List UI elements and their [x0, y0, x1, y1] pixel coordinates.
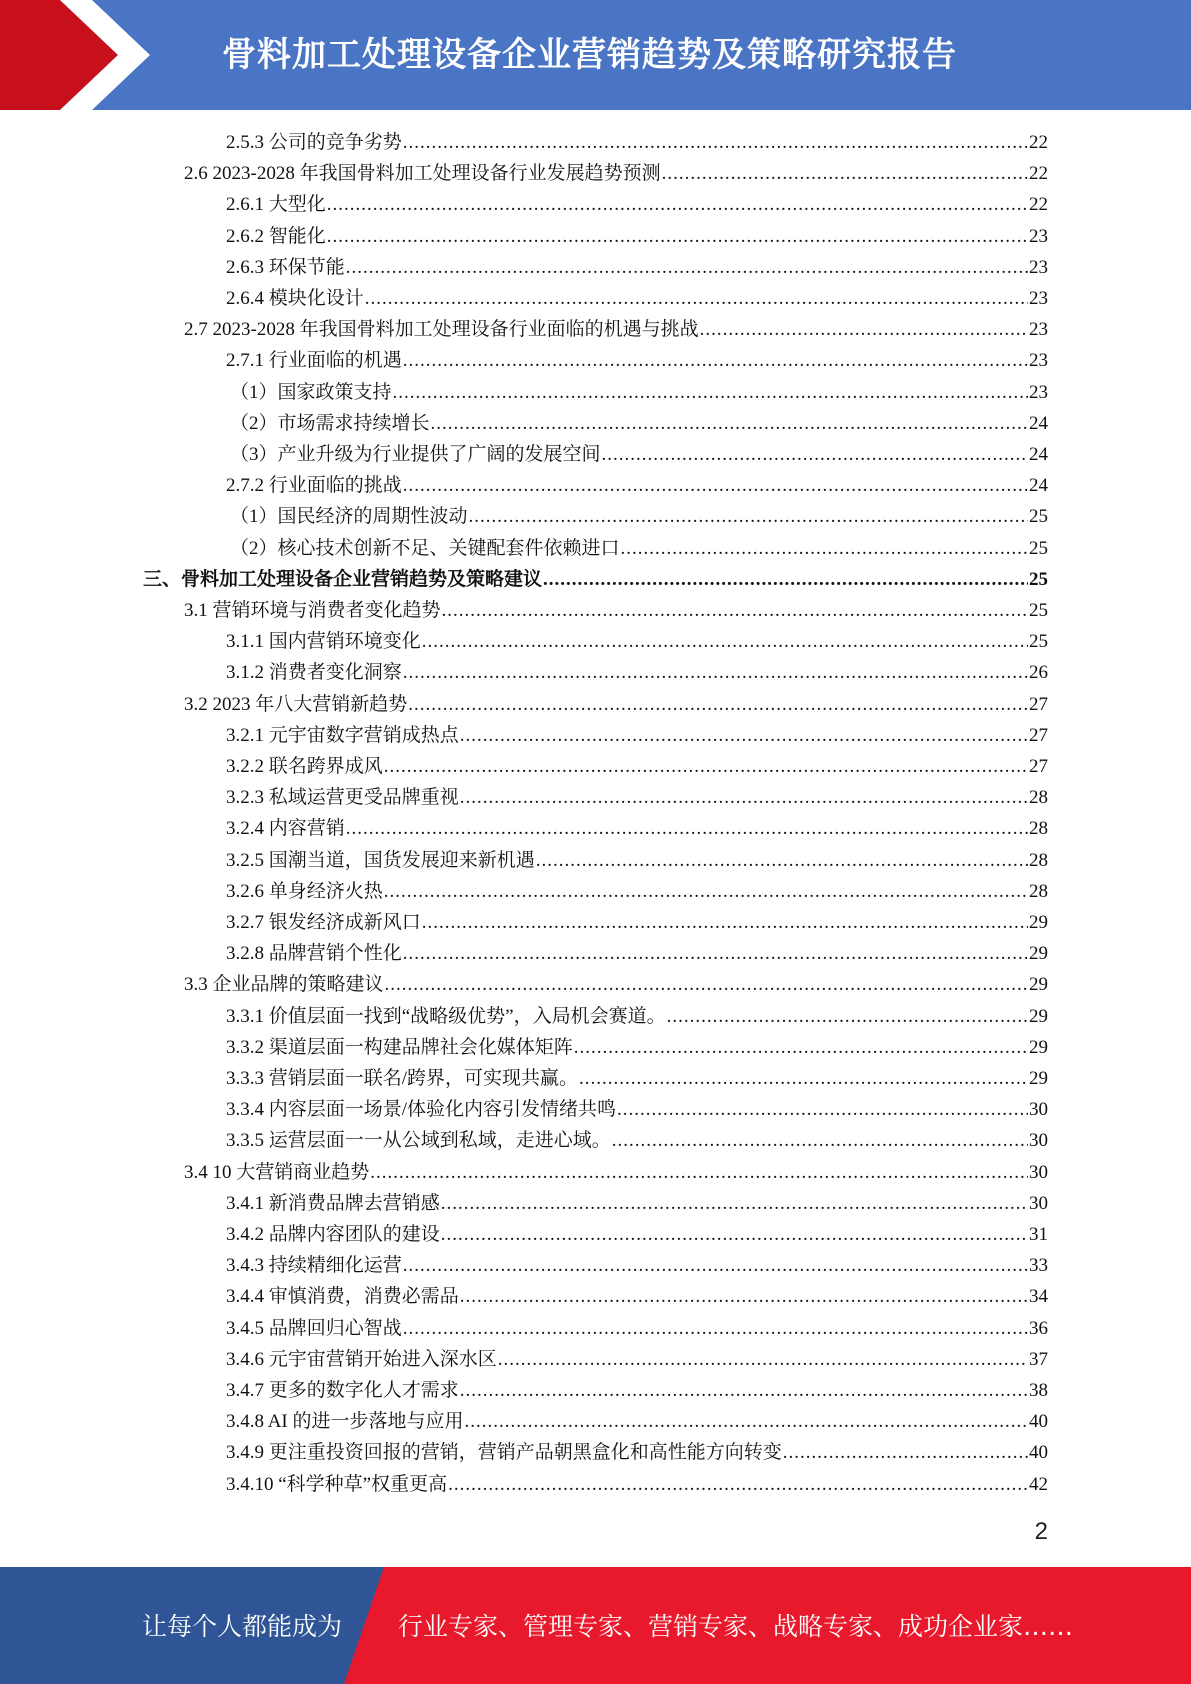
toc-entry[interactable]: [226, 127, 1048, 158]
toc-entry-page: 24: [1029, 412, 1048, 434]
toc-leader-dots: [621, 533, 1028, 564]
toc-leader-dots: [442, 595, 1028, 626]
toc-entry[interactable]: [226, 1032, 1048, 1063]
toc-entry[interactable]: [184, 689, 1048, 720]
toc-leader-dots: [469, 501, 1028, 532]
toc-entry-label: 3.4.9 更注重投资回报的营销，营销产品朝黑盒化和高性能方向转变: [226, 1442, 782, 1464]
toc-entry[interactable]: [230, 533, 1048, 564]
toc-leader-dots: [460, 720, 1028, 751]
toc-entry-page: 30: [1029, 1192, 1048, 1214]
toc-leader-dots: [612, 1125, 1028, 1156]
toc-entry-label: 3.4.8 AI 的进一步落地与应用: [226, 1411, 464, 1433]
toc-entry-page: 23: [1029, 381, 1048, 403]
toc-leader-dots: [460, 1375, 1028, 1406]
toc-leader-dots: [700, 314, 1028, 345]
toc-entry[interactable]: [184, 969, 1048, 1000]
toc-entry[interactable]: [226, 1437, 1048, 1468]
toc-entry-label: 三、骨料加工处理设备企业营销趋势及策略建议: [143, 568, 543, 590]
footer-slogan-right: 行业专家、管理专家、营销专家、战略专家、成功企业家……: [398, 1612, 1074, 1641]
toc-leader-dots: [579, 1063, 1028, 1094]
toc-entry-page: 23: [1029, 350, 1048, 372]
toc-entry-label: 2.7.2 行业面临的挑战: [226, 475, 402, 497]
toc-entry-label: 3.1.1 国内营销环境变化: [226, 631, 421, 653]
toc-leader-dots: [536, 845, 1028, 876]
toc-leader-dots: [346, 813, 1028, 844]
toc-entry-page: 28: [1029, 818, 1048, 840]
toc-entry[interactable]: [230, 408, 1048, 439]
header-banner: [0, 0, 1191, 110]
toc-leader-dots: [460, 782, 1028, 813]
toc-entry-label: 3.3.2 渠道层面一构建品牌社会化媒体矩阵: [226, 1036, 573, 1058]
toc-entry[interactable]: [226, 938, 1048, 969]
toc-entry-page: 24: [1029, 475, 1048, 497]
toc-leader-dots: [602, 439, 1028, 470]
toc-entry-page: 28: [1029, 787, 1048, 809]
toc-leader-dots: [441, 1219, 1028, 1250]
toc-leader-dots: [365, 283, 1028, 314]
toc-entry-label: 2.7 2023-2028 年我国骨料加工处理设备行业面临的机遇与挑战: [184, 319, 699, 341]
toc-entry-label: 3.4.7 更多的数字化人才需求: [226, 1380, 459, 1401]
toc-entry[interactable]: [230, 501, 1048, 532]
toc-entry-label: （1）国民经济的周期性波动: [230, 506, 468, 528]
toc-leader-dots: [327, 189, 1028, 220]
toc-entry-label: 3.1.2 消费者变化洞察: [226, 662, 402, 684]
toc-entry[interactable]: [184, 158, 1048, 189]
toc-entry-label: 2.6 2023-2028 年我国骨料加工处理设备行业发展趋势预测: [184, 163, 661, 185]
toc-entry-label: 3.4.1 新消费品牌去营销感: [226, 1192, 440, 1214]
toc-entry-page: 40: [1029, 1442, 1048, 1464]
toc-entry[interactable]: [184, 595, 1048, 626]
toc-entry-label: （2）市场需求持续增长: [230, 412, 430, 434]
toc-entry-label: 3.4 10 大营销商业趋势: [184, 1161, 370, 1183]
toc-leader-dots: [384, 751, 1028, 782]
toc-entry-label: 3.4.3 持续精细化运营: [226, 1255, 402, 1277]
toc-leader-dots: [465, 1406, 1028, 1437]
toc-entry-label: 3.4.4 审慎消费，消费必需品: [226, 1286, 459, 1308]
toc-entry-page: 38: [1029, 1380, 1048, 1401]
toc-entry-page: 28: [1029, 880, 1048, 902]
toc-entry-page: 25: [1029, 568, 1048, 590]
toc-entry[interactable]: [226, 876, 1048, 907]
toc-entry-page: 29: [1029, 1005, 1048, 1027]
toc-entry[interactable]: [226, 1094, 1048, 1125]
toc-entry-page: 25: [1029, 631, 1048, 653]
toc-entry-page: 29: [1029, 1036, 1048, 1058]
toc-entry[interactable]: [226, 657, 1048, 688]
toc-entry-page: 42: [1029, 1473, 1048, 1495]
toc-entry[interactable]: [226, 1219, 1048, 1250]
toc-entry[interactable]: [226, 907, 1048, 938]
toc-entry-page: 23: [1029, 288, 1048, 309]
toc-leader-dots: [667, 1001, 1028, 1032]
toc-entry-page: 29: [1029, 943, 1048, 965]
toc-entry[interactable]: [226, 1001, 1048, 1032]
toc-entry-page: 34: [1029, 1286, 1048, 1308]
toc-leader-dots: [370, 1157, 1028, 1188]
toc-entry-label: 3.3.5 运营层面一一从公域到私域，走进心域。: [226, 1130, 611, 1152]
toc-entry-page: 24: [1029, 444, 1048, 465]
toc-entry[interactable]: [226, 1250, 1048, 1281]
toc-entry-label: 3.2.4 内容营销: [226, 818, 345, 840]
toc-entry[interactable]: [226, 751, 1048, 782]
toc-entry-label: 3.2.5 国潮当道，国货发展迎来新机遇: [226, 849, 535, 871]
toc-entry[interactable]: [226, 283, 1048, 314]
toc-entry[interactable]: [226, 813, 1048, 844]
toc-entry[interactable]: [226, 189, 1048, 220]
toc-leader-dots: [403, 1250, 1028, 1281]
toc-entry[interactable]: [143, 564, 1048, 595]
toc-entry-label: 3.1 营销环境与消费者变化趋势: [184, 600, 441, 621]
toc-leader-dots: [441, 1188, 1028, 1219]
toc-leader-dots: [448, 1469, 1028, 1500]
toc-leader-dots: [408, 689, 1028, 720]
toc-entry[interactable]: [226, 845, 1048, 876]
header-chevron-graphic: [0, 0, 160, 110]
toc-entry-label: 3.2.3 私域运营更受品牌重视: [226, 787, 459, 809]
toc-entry-label: 3.2.8 品牌营销个性化: [226, 943, 402, 965]
toc-entry[interactable]: [226, 1063, 1048, 1094]
toc-leader-dots: [460, 1281, 1028, 1312]
toc-entry[interactable]: [226, 345, 1048, 376]
toc-entry-label: 2.6.4 模块化设计: [226, 288, 364, 309]
toc-entry-page: 27: [1029, 724, 1048, 746]
toc-entry[interactable]: [184, 314, 1048, 345]
toc-leader-dots: [384, 876, 1028, 907]
toc-leader-dots: [327, 221, 1028, 252]
toc-leader-dots: [385, 969, 1028, 1000]
toc-entry-label: 2.6.2 智能化: [226, 225, 326, 247]
toc-leader-dots: [403, 938, 1028, 969]
toc-entry-label: 3.4.2 品牌内容团队的建设: [226, 1224, 440, 1245]
toc-leader-dots: [422, 907, 1028, 938]
toc-entry-label: 3.2.1 元宇宙数字营销成热点: [226, 724, 459, 746]
toc-leader-dots: [422, 626, 1028, 657]
toc-entry[interactable]: [226, 252, 1048, 283]
toc-entry[interactable]: [184, 1157, 1048, 1188]
toc-entry-page: 29: [1029, 1068, 1048, 1089]
toc-entry[interactable]: [226, 470, 1048, 501]
toc-entry[interactable]: [226, 1344, 1048, 1375]
toc-leader-dots: [617, 1094, 1028, 1125]
page-number: 2: [1034, 1518, 1048, 1545]
toc-entry-page: 31: [1029, 1224, 1048, 1245]
toc-entry-page: 25: [1029, 506, 1048, 528]
toc-entry[interactable]: [226, 1125, 1048, 1156]
toc-entry-label: 3.2.6 单身经济火热: [226, 880, 383, 902]
toc-entry-label: 3.3.4 内容层面一场景/体验化内容引发情绪共鸣: [226, 1099, 617, 1121]
toc-entry[interactable]: [226, 1188, 1048, 1219]
toc-entry-page: 27: [1029, 693, 1048, 715]
toc-entry-page: 23: [1029, 256, 1048, 278]
toc-entry-page: 25: [1029, 537, 1048, 559]
toc-entry-page: 27: [1029, 756, 1048, 777]
toc-entry-page: 30: [1029, 1130, 1048, 1152]
toc-leader-dots: [403, 1313, 1028, 1344]
toc-entry[interactable]: [226, 720, 1048, 751]
toc-entry-page: 22: [1029, 163, 1048, 185]
toc-entry[interactable]: [230, 377, 1048, 408]
toc-leader-dots: [662, 158, 1028, 189]
toc-leader-dots: [783, 1437, 1028, 1468]
toc-entry-label: 2.7.1 行业面临的机遇: [226, 350, 402, 372]
toc-leader-dots: [393, 377, 1028, 408]
toc-entry-label: 3.3.3 营销层面一联名/跨界，可实现共赢。: [226, 1068, 579, 1089]
toc-entry-page: 22: [1029, 194, 1048, 216]
toc-entry-label: （2）核心技术创新不足、关键配套件依赖进口: [230, 537, 620, 559]
toc-entry-page: 36: [1029, 1317, 1048, 1339]
toc-entry-label: 3.4.6 元宇宙营销开始进入深水区: [226, 1348, 497, 1370]
toc-leader-dots: [403, 127, 1028, 158]
toc-entry-label: 2.6.3 环保节能: [226, 256, 345, 278]
toc-entry-page: 28: [1029, 849, 1048, 871]
toc-entry[interactable]: [226, 1375, 1048, 1406]
toc-leader-dots: [498, 1344, 1028, 1375]
toc-entry-page: 22: [1029, 132, 1048, 153]
report-title: 骨料加工处理设备企业营销趋势及策略研究报告: [222, 35, 957, 75]
toc-entry-label: （3）产业升级为行业提供了广阔的发展空间: [230, 444, 601, 465]
toc-entry-page: 23: [1029, 225, 1048, 247]
toc-leader-dots: [403, 657, 1028, 688]
toc-entry-page: 40: [1029, 1411, 1048, 1433]
toc-entry-label: 3.4.5 品牌回归心智战: [226, 1317, 402, 1339]
toc-entry-label: 3.3.1 价值层面一找到“战略级优势”，入局机会赛道。: [226, 1005, 666, 1027]
toc-leader-dots: [574, 1032, 1028, 1063]
toc-entry-page: 23: [1029, 319, 1048, 341]
toc-entry[interactable]: [226, 782, 1048, 813]
toc-entry-page: 29: [1029, 912, 1048, 933]
toc-entry[interactable]: [230, 439, 1048, 470]
footer-slogan-left: 让每个人都能成为: [142, 1612, 343, 1641]
toc-entry-page: 30: [1029, 1099, 1048, 1121]
toc-entry-page: 37: [1029, 1348, 1048, 1370]
toc-entry-label: 3.2 2023 年八大营销新趋势: [184, 693, 408, 715]
toc-entry[interactable]: [226, 626, 1048, 657]
toc-entry-label: 3.4.10 “科学种草”权重更高: [226, 1473, 448, 1495]
toc-entry-label: 2.5.3 公司的竞争劣势: [226, 132, 402, 153]
toc-entry[interactable]: [226, 1406, 1048, 1437]
footer-banner: [0, 1567, 1191, 1684]
toc-entry-page: 30: [1029, 1161, 1048, 1183]
toc-entry[interactable]: [226, 1469, 1048, 1500]
toc-entry-label: 3.2.2 联名跨界成风: [226, 756, 383, 777]
toc-entry-label: （1）国家政策支持: [230, 381, 392, 403]
toc-leader-dots: [346, 252, 1028, 283]
toc-entry-page: 26: [1029, 662, 1048, 684]
toc-leader-dots: [403, 345, 1028, 376]
toc-entry-page: 25: [1029, 600, 1048, 621]
toc-entry-page: 29: [1029, 974, 1048, 996]
toc-entry[interactable]: [226, 1281, 1048, 1312]
toc-entry[interactable]: [226, 1313, 1048, 1344]
toc-leader-dots: [431, 408, 1028, 439]
toc-entry-label: 2.6.1 大型化: [226, 194, 326, 216]
toc-leader-dots: [543, 564, 1028, 595]
toc-entry[interactable]: [226, 221, 1048, 252]
toc-entry-page: 33: [1029, 1255, 1048, 1277]
toc-leader-dots: [403, 470, 1028, 501]
toc-entry-label: 3.2.7 银发经济成新风口: [226, 912, 421, 933]
toc-entry-label: 3.3 企业品牌的策略建议: [184, 974, 384, 996]
